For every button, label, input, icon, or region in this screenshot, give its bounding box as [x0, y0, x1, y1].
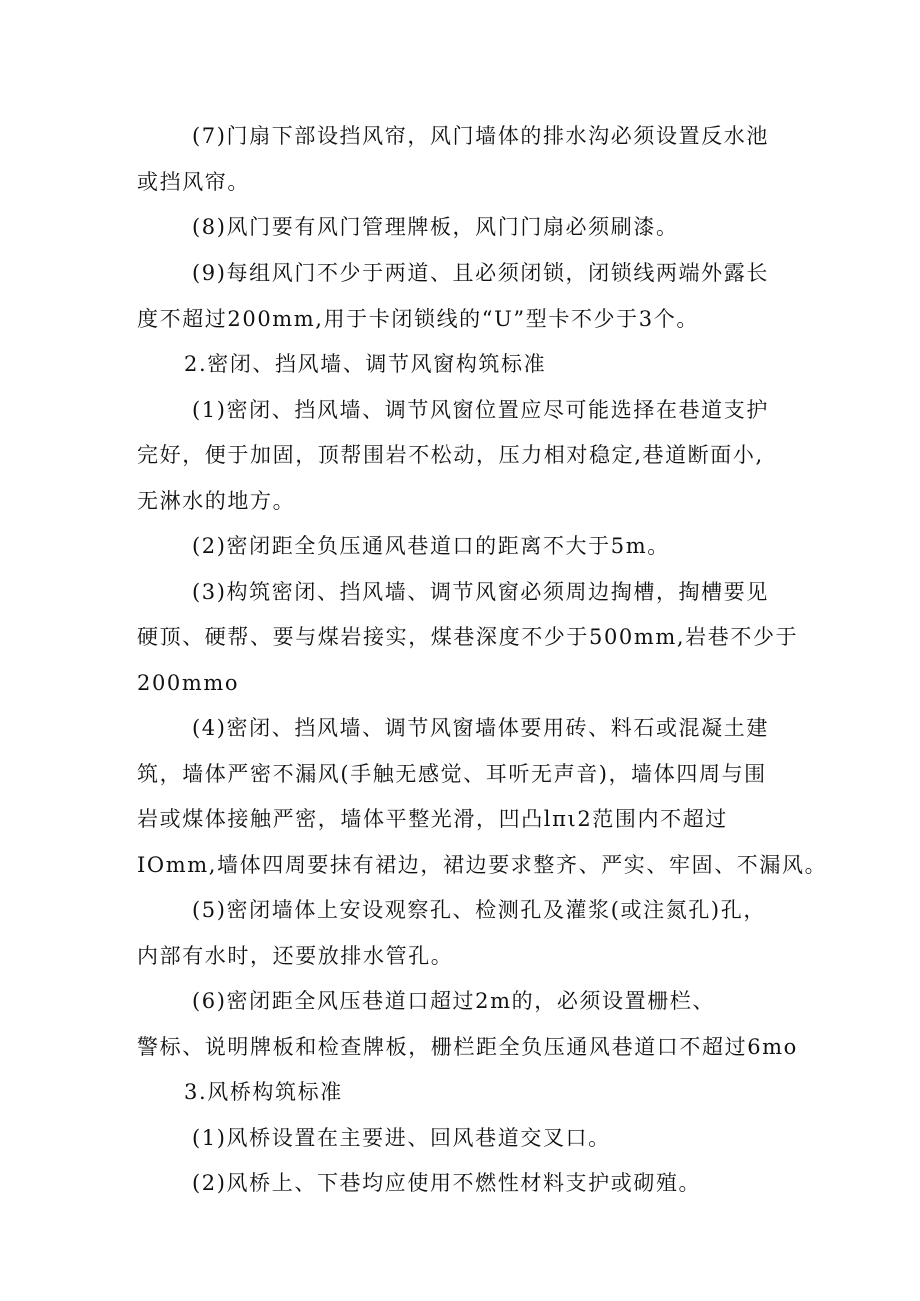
paragraph-9-line-2: 度不超过200mm,用于卡闭锁线的“U”型卡不少于3个。: [137, 307, 699, 331]
section-2-item-5-line-1: (5)密闭墙体上安设观察孔、检测孔及灌浆(或注氮孔)孔，: [192, 898, 766, 922]
section-3-item-2: (2)风桥上、下巷均应使用不燃性材料支护或砌殖。: [192, 1171, 702, 1195]
section-3-item-1: (1)风桥设置在主要进、回风巷道交叉口。: [192, 1126, 611, 1150]
paragraph-9-line-1: (9)每组风门不少于两道、且必须闭锁，闭锁线两端外露长: [192, 261, 769, 285]
section-2-item-2: (2)密闭距全负压通风巷道口的距离不大于5m。: [192, 534, 670, 558]
section-2-item-4-line-2: 筑，墙体严密不漏风(手触无感觉、耳听无声音)，墙体四周与围: [137, 762, 767, 786]
section-2-item-4-line-4: IOmm,墙体四周要抹有裙边，裙边要求整齐、严实、牢固、不漏风。: [137, 853, 828, 877]
section-2-item-6-line-1: (6)密闭距全风压巷道口超过2m的，必须设置栅栏、: [192, 989, 716, 1013]
section-2-item-3-line-3: 200mmo: [137, 671, 240, 695]
section-2-item-1-line-3: 无淋水的地方。: [137, 489, 296, 513]
paragraph-7-line-2: 或挡风帘。: [137, 170, 250, 194]
section-2-item-3-line-1: (3)构筑密闭、挡风墙、调节风窗必须周边掏槽，掏槽要见: [192, 580, 769, 604]
section-heading-3: 3.风桥构筑标准: [184, 1080, 343, 1104]
section-2-item-4-line-1: (4)密闭、挡风墙、调节风窗墙体要用砖、料石或混凝土建: [192, 716, 769, 740]
section-2-item-4-line-3: 岩或煤体接触严密，墙体平整光滑，凹凸lπι2范围内不超过: [137, 807, 728, 831]
section-2-item-1-line-2: 完好，便于加固，顶帮围岩不松动，压力相对稳定,巷道断面小,: [137, 443, 764, 467]
section-heading-2: 2.密闭、挡风墙、调节风窗构筑标准: [184, 352, 547, 376]
section-2-item-3-line-2: 硬顶、硬帮、要与煤岩接实，煤巷深度不少于500mm,岩巷不少于: [137, 625, 799, 649]
paragraph-8: (8)风门要有风门管理牌板，风门门扇必须刷漆。: [192, 215, 679, 239]
paragraph-7-line-1: (7)门扇下部设挡风帘，风门墙体的排水沟必须设置反水池: [192, 124, 769, 148]
section-2-item-6-line-2: 警标、说明牌板和检查牌板，栅栏距全负压通风巷道口不超过6mo: [137, 1035, 798, 1059]
section-2-item-5-line-2: 内部有水时，还要放排水管孔。: [137, 944, 454, 968]
section-2-item-1-line-1: (1)密闭、挡风墙、调节风窗位置应尽可能选择在巷道支护: [192, 398, 769, 422]
